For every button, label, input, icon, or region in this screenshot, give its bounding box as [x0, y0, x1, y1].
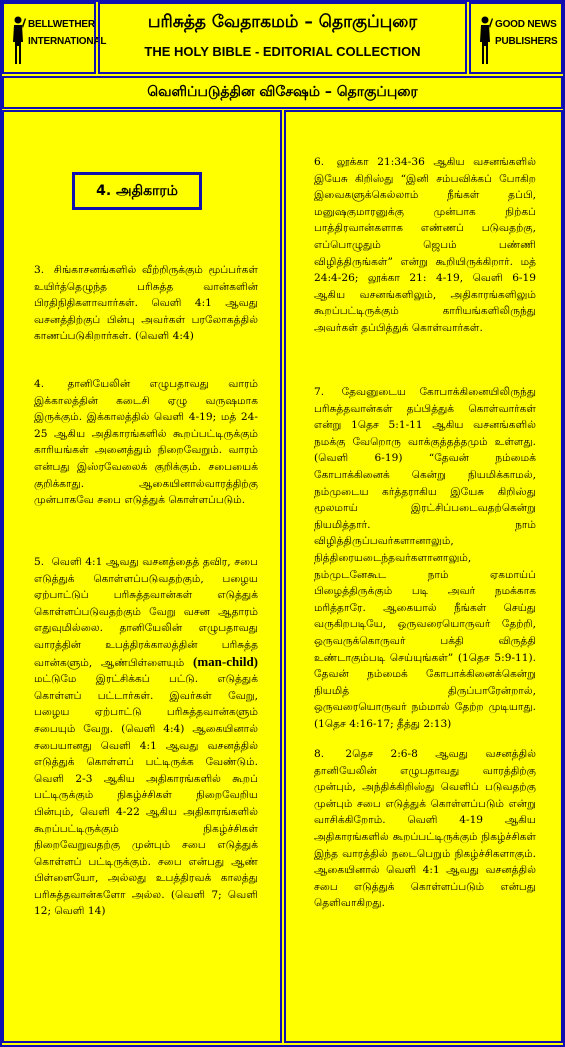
left-logo-line-2: INTERNATIONAL	[28, 36, 107, 47]
right-logo-line-2: PUBLISHERS	[495, 36, 558, 47]
paragraph-text: சிங்காசனங்களில் வீற்றிருக்கும் மூப்பர்கள் உயிர்த்தெழுந்த பரிசுத்த வான்களின் பிரதிநிதிகளாவார்கள். வெளி 4:1 ஆவது வசனத்திற்குப் பின்பு அவர்கள் பரலோகத்தில் காணப்படுகிறார்கள். (வெளி 4:4)	[34, 264, 258, 343]
paragraph-number: 6.	[314, 156, 325, 168]
right-logo-line-1: GOOD NEWS	[495, 19, 557, 30]
paragraph-text: தேவனுடைய கோபாக்கினையிலிருந்து பரிசுத்தவான்கள் தப்பித்துக் கொள்வார்கள் என்று 1தெச 5:1-11 ஆகிய வசனங்களில் நமக்கு வேறொரு வாக்குத்தத்தமும் உள்ளது. (வெளி 6-19) “தேவன் நம்மைக் கோபாக்கினைக் கென்று நியமிக்காமல், நம்முடைய கர்த்தராகிய இயேசு கிறிஸ்து மூலமாய் இரட்சிப்படைவதற்கென்று நியமித்தார். நாம் விழித்திருப்பவர்களானாலும், நித்திரையடைந்தவர்களானாலும், நம்முடனேகூட நாம் ஏகமாய்ப் பிழைத்திருக்கும் படி அவர் நமக்காக மரித்தாரே. ஆகையால் நீங்கள் செய்து வருகிறபடியே, ஒருவரையொருவர் தேற்றி, ஒருவருக்கொருவர் பக்தி விருத்தி உண்டாகும்படி செய்யுங்கள்” (1தெச 5:9-11). தேவன் நம்மைக் கோபாக்கினைக்கென்று நியமித் திருப்பாரேன்றால், ஒருவரையொருவர் நம்மால் தேற்ற முடியாது. (1தெச 4:16-17; தீத்து 2:13)	[314, 386, 537, 730]
paragraph-8	[314, 746, 536, 912]
page-title: பரிசுத்த வேதாகமம் – தொகுப்புரை	[147, 12, 418, 32]
paragraph-number: 5.	[34, 556, 45, 568]
torch-bearer-icon	[477, 14, 493, 66]
header	[2, 2, 563, 76]
section-subtitle: வெளிப்படுத்தின விசேஷம் – தொகுப்புரை	[2, 76, 563, 109]
right-column	[284, 110, 563, 1043]
paragraph-5	[34, 554, 258, 920]
paragraph-number: 4.	[34, 378, 45, 390]
bold-term: (man-child)	[193, 653, 258, 669]
chapter-label: 4. அதிகாரம்	[72, 172, 202, 210]
left-column	[2, 110, 282, 1043]
paragraph-7	[314, 384, 536, 732]
paragraph-text: லூக்கா 21:34-36 ஆகிய வசனங்களில் இயேசு கிறிஸ்து “இனி சம்பவிக்கப் போகிற இவைகளுக்கெல்லாம் நீங்கள் தப்பி, மனுஷகுமாரனுக்கு முன்பாக நிற்கப் பாத்திரவான்களாக எண்ணப் படுவதற்கு, எப்பொழுதும் ஜெபம் பண்ணி விழித்திருங்கள்” என்று கூறியிருக்கிறார். மத் 24:4-26; லூக்கா 21: 4-19, வெளி 6-19 ஆகிய வசனங்களிலும், அதிகாரங்களிலும் கூறப்பட்டிருக்கும் காரியங்களிலிருந்து அவர்கள் தப்பித்துக் கொள்வார்கள்.	[314, 156, 536, 334]
paragraph-4	[34, 376, 258, 509]
title-box	[98, 2, 467, 74]
left-logo-line-1: BELLWETHER	[28, 19, 95, 30]
paragraph-number: 3.	[34, 264, 45, 276]
paragraph-number: 8.	[314, 748, 325, 760]
paragraph-text: 2தெச 2:6-8 ஆவது வசனத்தில் தானியேலின் எழுபதாவது வாரத்திற்கு முன்பும், அந்திக்கிறிஸ்து வெளிப் படுவதற்கு முன்பும் சபை எடுத்துக் கொள்ளப்படும் என்று வாசிக்கிறோம். வெளி 4-19 ஆகிய அதிகாரங்களில் கூறப்பட்டிருக்கும் நிகழ்ச்சிகள் இந்த வாரத்தில் நடைபெறும் நிகழ்ச்சிகளாகும். ஆகையினால் வெளி 4:1 ஆவது வசனத்தில் சபை எடுத்துக் கொள்ளப்படும் என்பது தெளிவாகிறது.	[314, 748, 536, 910]
paragraph-number: 7.	[314, 386, 325, 398]
content-columns	[2, 110, 563, 1045]
paragraph-text-before: வெளி 4:1 ஆவது வசனத்தைத் தவிர, சபை எடுத்துக் கொள்ளப்படுவதற்கும், பழைய ஏற்பாட்டுப் பரிசுத்தவான்கள் எடுத்துக் கொள்ளப்படுவதற்கும் வேறு வசன ஆதாரம் எதுவுமில்லை. தானியேலின் எழுபதாவது வாரத்தின் உபத்திரக்காலத்தின் பரிசுத்த வான்களும், ஆண்பிள்ளையும்	[34, 556, 258, 669]
paragraph-6	[314, 154, 536, 337]
page-title-english: THE HOLY BIBLE - EDITORIAL COLLECTION	[144, 44, 421, 59]
good-news-logo	[469, 2, 563, 74]
paragraph-text-after: மட்டுமே இரட்சிக்கப் பட்டு. எடுத்துக் கொள்ளப் பட்டார்கள். இவர்கள் வேறு, பழைய ஏற்பாட்டு பரிசுத்தவான்களும் சபையும் வேறு. (வெளி 4:4) ஆகையினால் சபையானது வெளி 4:1 ஆவது வசனத்தில் எடுத்துக் கொள்ளப் பட்டிருக்க வேண்டும். வெளி 2-3 ஆகிய அதிகாரங்களில் கூறப் பட்டிருக்கும் நிகழ்ச்சிகள் நிறைவேறிய பின்பும், வெளி 4-22 ஆகிய அதிகாரங்களில் கூறப்பட்டிருக்கும் நிகழ்ச்சிகள் நிறைவேறுவதற்கு முன்பும் சபை எடுத்துக் கொள்ளப் பட்டிருக்கும். சபை என்பது ஆண் பிள்ளையோ, அல்லது உபத்திரவக் காலத்து பரிசுத்தவான்களோ அல்ல. (வெளி 7; வெளி 12; வெளி 14)	[34, 673, 258, 918]
bellwether-logo	[2, 2, 107, 74]
torch-bearer-icon	[10, 14, 26, 66]
paragraph-3	[34, 262, 258, 345]
paragraph-text: தானியேலின் எழுபதாவது வாரம் இக்காலத்தின் கடைசி ஏழு வருஷமாக இருக்கும். இக்காலத்தில் வெளி 4-19; மத் 24-25 ஆகிய அதிகாரங்களில் கூறப்பட்டிருக்கும் காரியங்கள் அனைத்தும் நிறைவேறும். வாரம் என்பது இஸ்ரவேலைக் குறிக்கும். சபையைக் குறிக்காது. ஆகையினால்வாரத்திற்கு முன்பாகவே சபை எடுத்துக் கொள்ளப்படும்.	[34, 378, 258, 507]
